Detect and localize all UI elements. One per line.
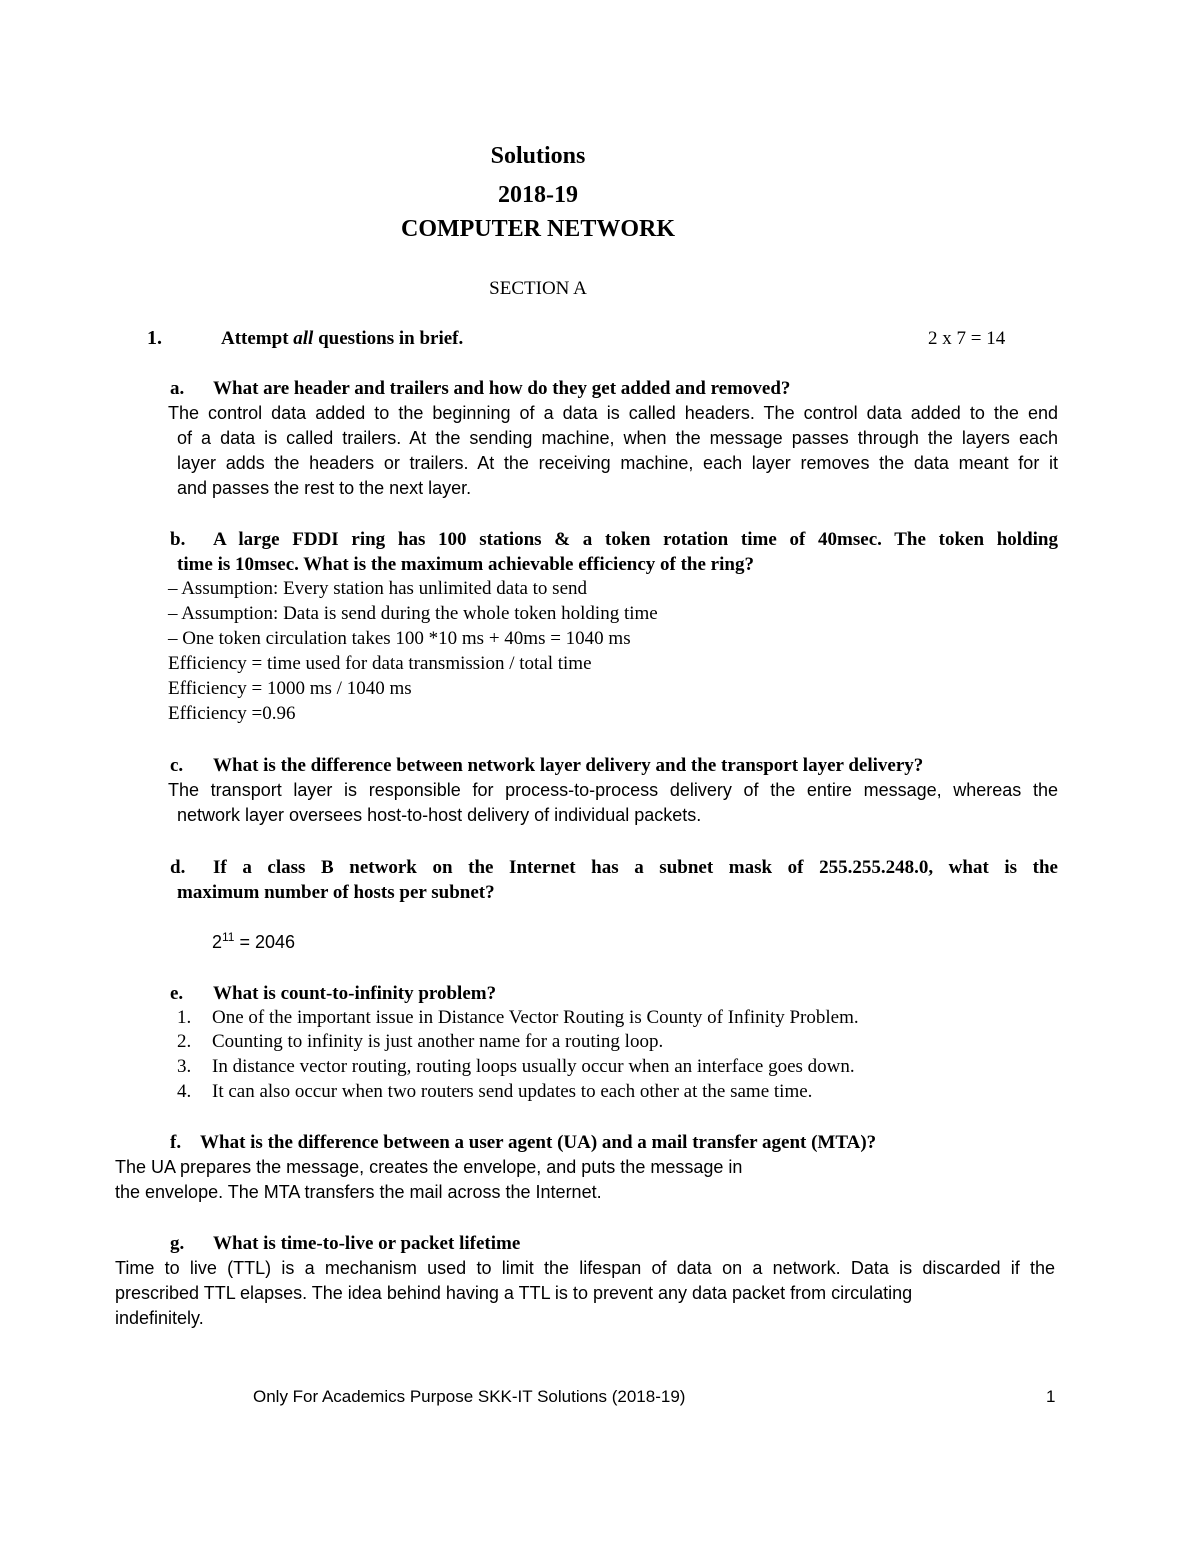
question-b-line-2: time is 10msec. What is the maximum achievable efficiency of the ring?: [177, 554, 754, 575]
answer-g-line-1: Time to live (TTL) is a mechanism used to limit the lifespan of data on a network. Data is discarded if the: [115, 1258, 1055, 1278]
question-b-line-1: A large FDDI ring has 100 stations & a token rotation time of 40msec. The token holding: [213, 529, 1058, 550]
answer-g-line-2: prescribed TTL elapses. The idea behind having a TTL is to prevent any data packet from circulating: [115, 1283, 913, 1303]
list-item: Counting to infinity is just another name for a routing loop.: [212, 1031, 664, 1052]
list-item-number: 3.: [177, 1056, 192, 1077]
question-c-label: c.: [170, 755, 184, 776]
answer-c-line-1: The transport layer is responsible for process-to-process delivery of the entire message, whereas the: [168, 780, 1058, 800]
answer-f-line-1: The UA prepares the message, creates the envelope, and puts the message in: [115, 1157, 743, 1177]
page-year: 2018-19: [498, 182, 578, 208]
question-number: 1.: [147, 327, 162, 349]
answer-a-line-1: The control data added to the beginning of a data is called headers. The control data added to the end: [168, 403, 1058, 423]
question-f: What is the difference between a user agent (UA) and a mail transfer agent (MTA)?: [200, 1132, 877, 1153]
answer-b-line-6: Efficiency =0.96: [168, 703, 296, 724]
list-item: In distance vector routing, routing loops usually occur when an interface goes down.: [212, 1056, 855, 1077]
question-f-label: f.: [170, 1132, 182, 1153]
section-heading: SECTION A: [489, 278, 587, 299]
list-item-number: 4.: [177, 1081, 192, 1102]
answer-g-line-3: indefinitely.: [115, 1308, 204, 1328]
page-title: Solutions: [490, 143, 586, 169]
question-b-label: b.: [170, 529, 186, 550]
question-d-line-1: If a class B network on the Internet has a subnet mask of 255.255.248.0, what is the: [213, 857, 1058, 878]
answer-c-line-2: network layer oversees host-to-host delivery of individual packets.: [177, 805, 702, 825]
question-a: What are header and trailers and how do they get added and removed?: [213, 378, 791, 399]
page-subject: COMPUTER NETWORK: [400, 216, 675, 242]
answer-b-line-5: Efficiency = 1000 ms / 1040 ms: [168, 678, 412, 699]
page-footer: Only For Academics Purpose SKK-IT Solutions (2018-19): [253, 1387, 686, 1406]
question-d-line-2: maximum number of hosts per subnet?: [177, 882, 495, 903]
answer-b-line-1: – Assumption: Every station has unlimited data to send: [168, 578, 588, 599]
question-g: What is time-to-live or packet lifetime: [213, 1233, 521, 1254]
question-d-label: d.: [170, 857, 186, 878]
list-item: It can also occur when two routers send updates to each other at the same time.: [212, 1081, 813, 1102]
question-a-label: a.: [170, 378, 185, 399]
list-item-number: 1.: [177, 1007, 192, 1028]
question-c: What is the difference between network layer delivery and the transport layer delivery?: [213, 755, 924, 776]
question-instruction: Attempt all questions in brief.: [221, 328, 464, 349]
page-number: 1: [1046, 1387, 1056, 1406]
answer-a-line-4: and passes the rest to the next layer.: [177, 478, 472, 498]
answer-a-line-2: of a data is called trailers. At the sending machine, when the message passes through the layers each: [177, 428, 1058, 448]
list-item-number: 2.: [177, 1031, 192, 1052]
answer-b-line-2: – Assumption: Data is send during the whole token holding time: [168, 603, 658, 624]
question-g-label: g.: [170, 1233, 185, 1254]
answer-f-line-2: the envelope. The MTA transfers the mail across the Internet.: [115, 1182, 602, 1202]
answer-d-formula: $2^{11} = 2046$: [212, 930, 296, 952]
answer-b-line-3: – One token circulation takes 100 *10 ms + 40ms = 1040 ms: [168, 628, 631, 649]
question-e: What is count-to-infinity problem?: [213, 983, 497, 1004]
answer-b-line-4: Efficiency = time used for data transmission / total time: [168, 653, 592, 674]
question-e-label: e.: [170, 983, 184, 1004]
list-item: One of the important issue in Distance Vector Routing is County of Infinity Problem.: [212, 1007, 859, 1028]
answer-a-line-3: layer adds the headers or trailers. At the receiving machine, each layer removes the data meant for it: [177, 453, 1058, 473]
marks: 2 x 7 = 14: [928, 328, 1006, 349]
